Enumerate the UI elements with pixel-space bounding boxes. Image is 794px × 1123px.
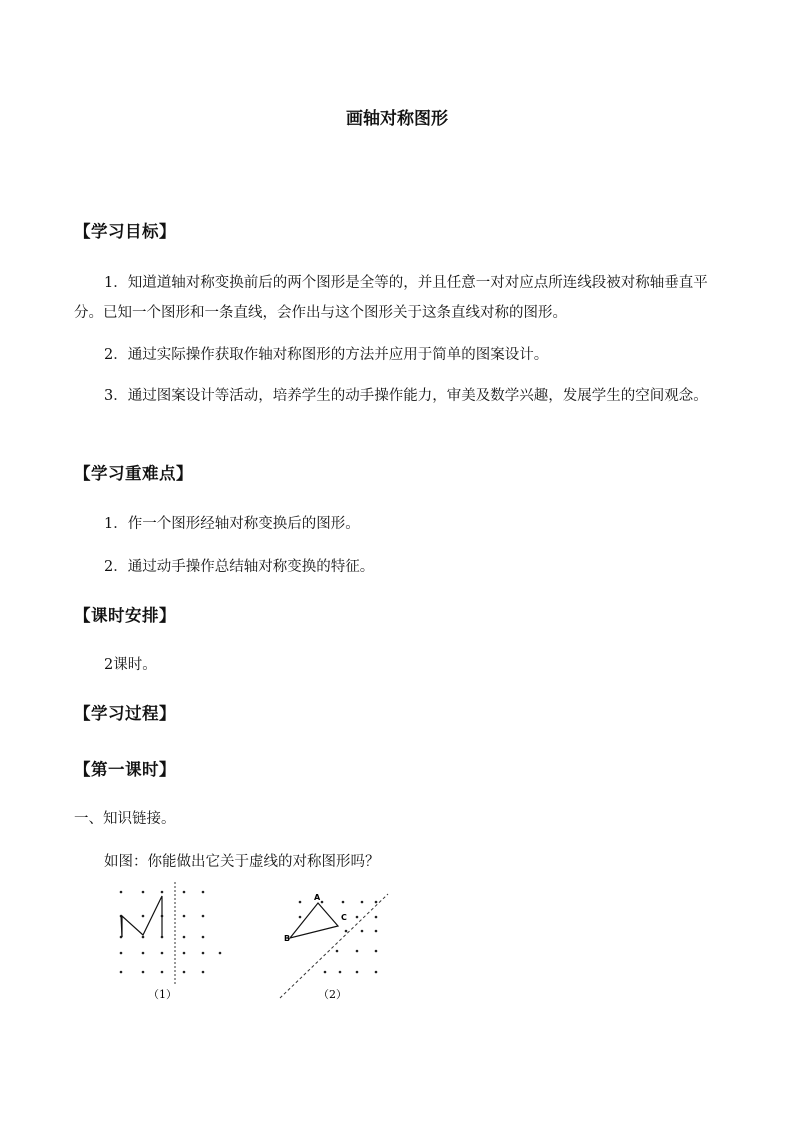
key-point-item-1: 1．作一个图形经轴对称变换后的图形。 [104, 516, 360, 532]
vertex-label-b: B [284, 934, 291, 943]
question-text: 如图：你能做出它关于虚线的对称图形吗？ [104, 854, 380, 870]
caption-figure-1: （1） [148, 988, 177, 1001]
symmetry-figures [100, 880, 400, 1005]
section-heading-process: 【学习过程】 [74, 704, 176, 723]
vertex-label-a: A [314, 893, 321, 902]
triangle-abc [290, 903, 338, 938]
goal-item-3: 3．通过图案设计等活动，培养学生的动手操作能力，审美及数学兴趣，发展学生的空间观念。 [104, 388, 708, 404]
goal-item-2: 2．通过实际操作获取作轴对称图形的方法并应用于简单的图案设计。 [104, 347, 549, 363]
section-heading-goals: 【学习目标】 [74, 222, 176, 241]
figure-1 [120, 882, 222, 1001]
goal-item-1: 1．知道道轴对称变换前后的两个图形是全等的，并且任意一对对应点所连线段被对称轴垂直平分。已知一个图形和一条直线，会作出与这个图形关于这条直线对称的图形。 [74, 275, 708, 321]
caption-figure-2: （2） [318, 988, 347, 1001]
figure-2 [280, 893, 388, 1001]
page-title: 画轴对称图形 [346, 109, 448, 129]
knowledge-link-heading: 一、知识链接。 [74, 811, 176, 827]
section-heading-key-points: 【学习重难点】 [74, 464, 193, 483]
dot-grid-1 [120, 891, 222, 974]
schedule-text: 2课时。 [104, 657, 157, 673]
section-heading-lesson1: 【第一课时】 [74, 760, 176, 779]
key-point-item-2: 2．通过动手操作总结轴对称变换的特征。 [104, 559, 375, 575]
section-heading-schedule: 【课时安排】 [74, 606, 176, 625]
vertex-label-c: C [341, 913, 347, 922]
symmetry-axis-2 [280, 894, 388, 998]
